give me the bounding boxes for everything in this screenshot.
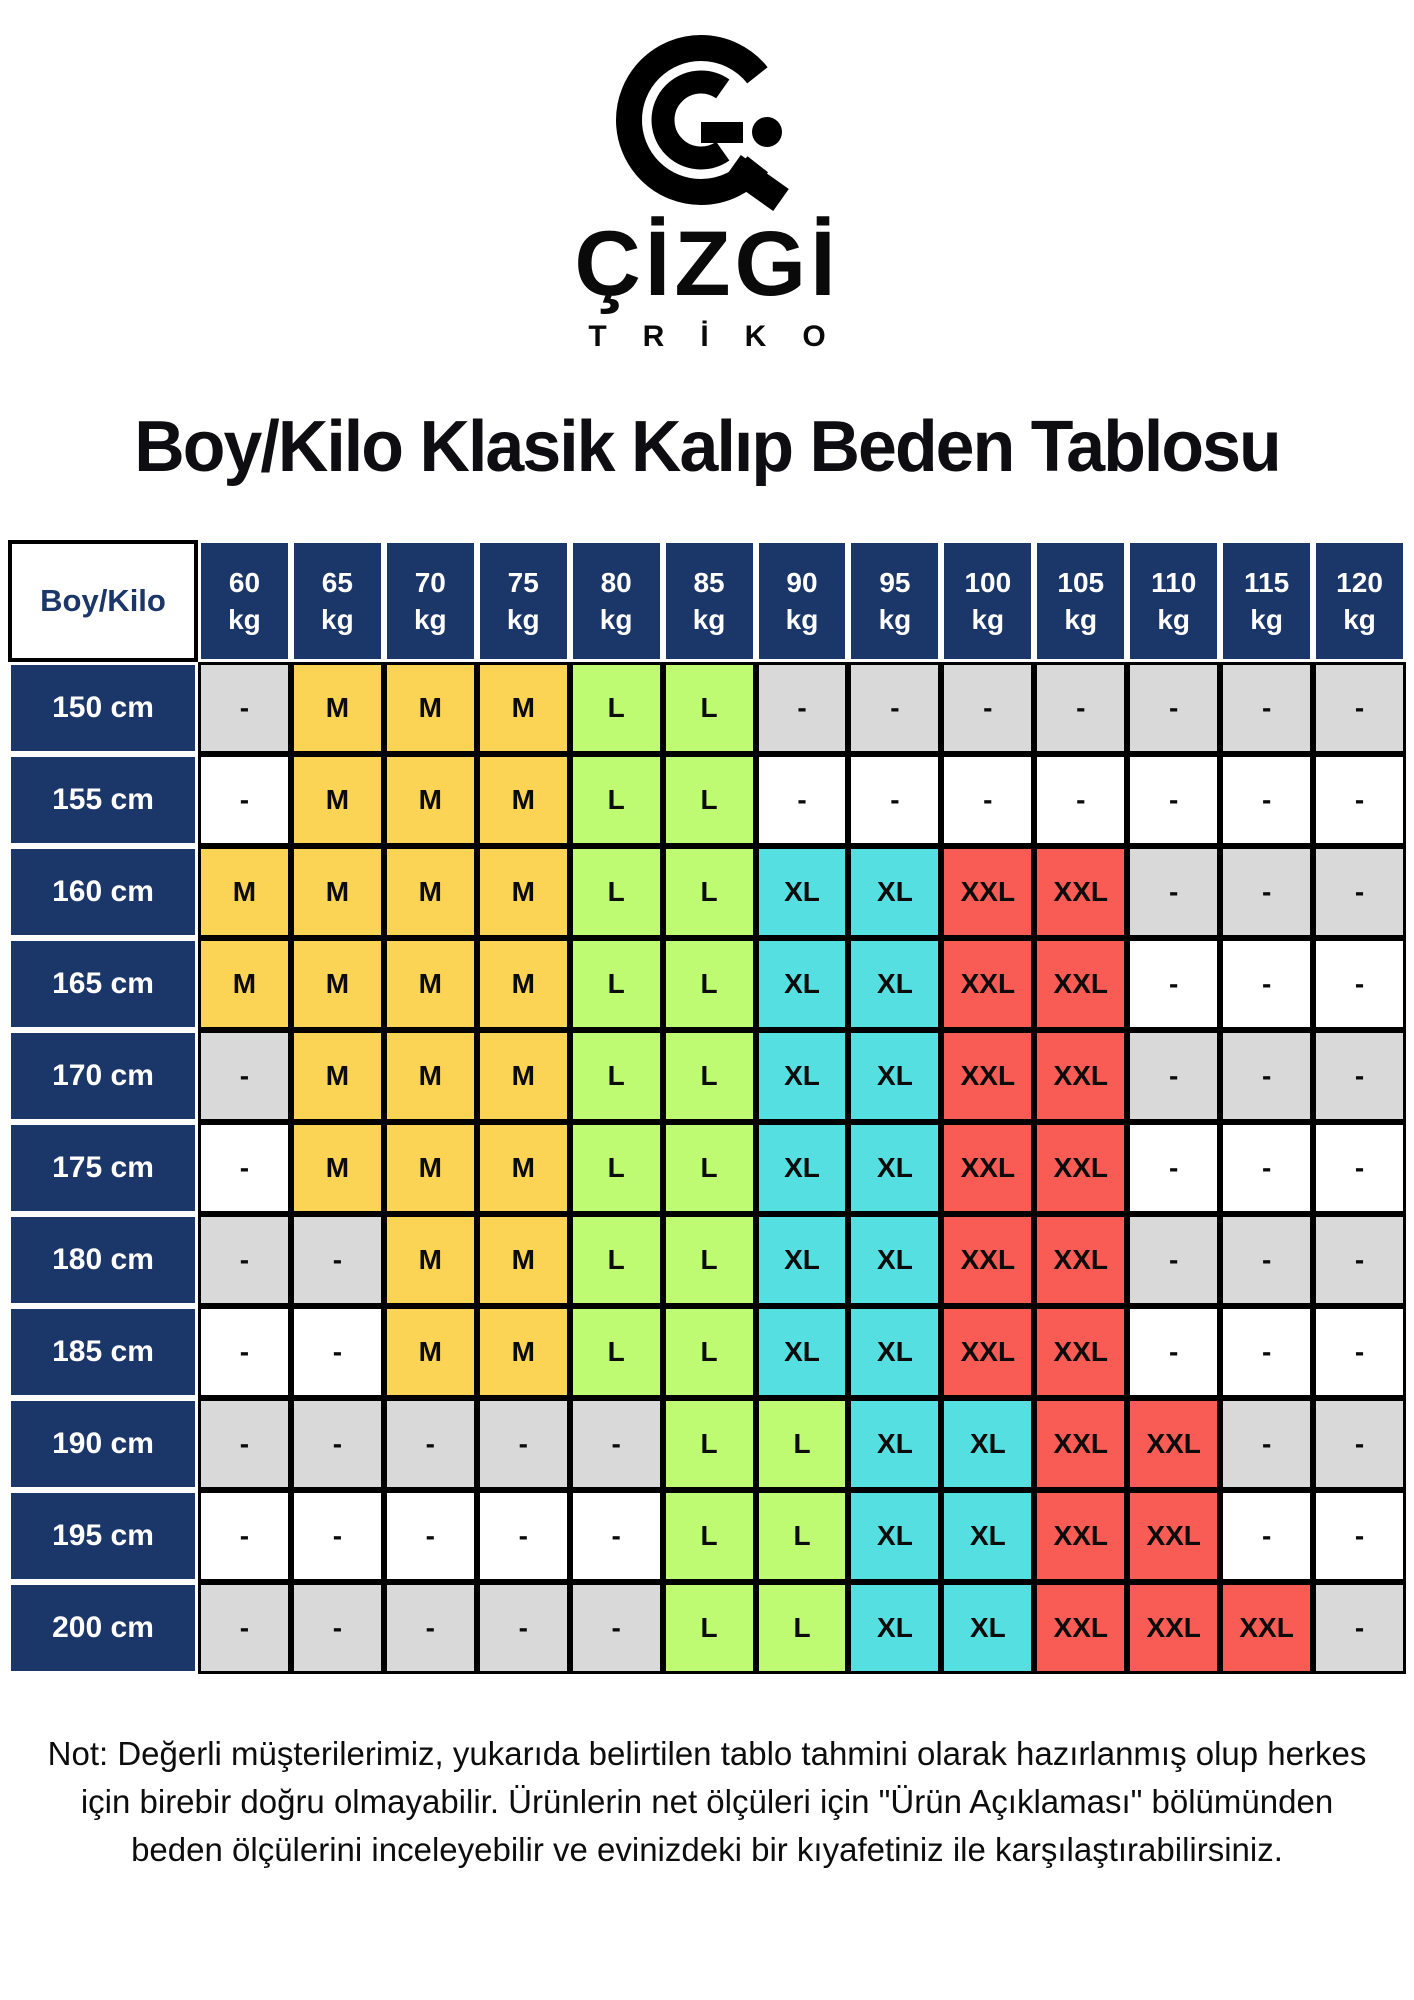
weight-value: 105 bbox=[1057, 567, 1105, 598]
size-cell-200cm-65kg: - bbox=[291, 1582, 384, 1674]
size-cell-155cm-85kg: L bbox=[663, 754, 756, 846]
size-cell-195cm-105kg: XXL bbox=[1034, 1490, 1127, 1582]
size-cell-155cm-95kg: - bbox=[848, 754, 941, 846]
height-label-190cm: 190 cm bbox=[8, 1398, 198, 1490]
size-cell-200cm-95kg: XL bbox=[848, 1582, 941, 1674]
size-cell-185cm-100kg: XXL bbox=[941, 1306, 1034, 1398]
size-cell-165cm-65kg: M bbox=[291, 938, 384, 1030]
weight-value: 80 bbox=[600, 567, 632, 598]
size-cell-160cm-115kg: - bbox=[1220, 846, 1313, 938]
size-cell-155cm-60kg: - bbox=[198, 754, 291, 846]
size-cell-175cm-80kg: L bbox=[570, 1122, 663, 1214]
size-cell-150cm-105kg: - bbox=[1034, 662, 1127, 754]
size-cell-155cm-80kg: L bbox=[570, 754, 663, 846]
size-cell-200cm-70kg: - bbox=[384, 1582, 477, 1674]
size-cell-190cm-60kg: - bbox=[198, 1398, 291, 1490]
size-cell-175cm-95kg: XL bbox=[848, 1122, 941, 1214]
size-cell-200cm-105kg: XXL bbox=[1034, 1582, 1127, 1674]
size-cell-190cm-70kg: - bbox=[384, 1398, 477, 1490]
brand-subtitle: TRİKO bbox=[588, 320, 862, 353]
weight-value: 100 bbox=[964, 567, 1012, 598]
size-cell-180cm-100kg: XXL bbox=[941, 1214, 1034, 1306]
size-cell-190cm-80kg: - bbox=[570, 1398, 663, 1490]
size-cell-180cm-70kg: M bbox=[384, 1214, 477, 1306]
size-cell-195cm-115kg: - bbox=[1220, 1490, 1313, 1582]
size-cell-185cm-90kg: XL bbox=[756, 1306, 849, 1398]
size-cell-170cm-100kg: XXL bbox=[941, 1030, 1034, 1122]
size-cell-185cm-80kg: L bbox=[570, 1306, 663, 1398]
size-cell-175cm-70kg: M bbox=[384, 1122, 477, 1214]
size-cell-195cm-70kg: - bbox=[384, 1490, 477, 1582]
size-cell-170cm-110kg: - bbox=[1127, 1030, 1220, 1122]
weight-unit: kg bbox=[971, 604, 1005, 635]
weight-header-105kg bbox=[1034, 540, 1127, 662]
size-cell-165cm-90kg: XL bbox=[756, 938, 849, 1030]
weight-header-115kg bbox=[1220, 540, 1313, 662]
weight-unit: kg bbox=[321, 604, 354, 635]
size-cell-195cm-75kg: - bbox=[477, 1490, 570, 1582]
size-cell-190cm-75kg: - bbox=[477, 1398, 570, 1490]
weight-value: 90 bbox=[786, 567, 818, 598]
height-label-170cm: 170 cm bbox=[8, 1030, 198, 1122]
size-cell-185cm-70kg: M bbox=[384, 1306, 477, 1398]
size-cell-160cm-60kg: M bbox=[198, 846, 291, 938]
height-label-175cm: 175 cm bbox=[8, 1122, 198, 1214]
size-cell-200cm-80kg: - bbox=[570, 1582, 663, 1674]
size-cell-165cm-60kg: M bbox=[198, 938, 291, 1030]
height-label-160cm: 160 cm bbox=[8, 846, 198, 938]
size-cell-180cm-105kg: XXL bbox=[1034, 1214, 1127, 1306]
size-cell-155cm-115kg: - bbox=[1220, 754, 1313, 846]
size-cell-170cm-60kg: - bbox=[198, 1030, 291, 1122]
size-cell-150cm-65kg: M bbox=[291, 662, 384, 754]
size-cell-190cm-105kg: XXL bbox=[1034, 1398, 1127, 1490]
weight-unit: kg bbox=[1250, 604, 1283, 635]
height-label-180cm: 180 cm bbox=[8, 1214, 198, 1306]
size-cell-200cm-100kg: XL bbox=[941, 1582, 1034, 1674]
weight-unit: kg bbox=[785, 604, 819, 635]
weight-header-110kg bbox=[1127, 540, 1220, 662]
size-cell-165cm-80kg: L bbox=[570, 938, 663, 1030]
size-cell-180cm-60kg: - bbox=[198, 1214, 291, 1306]
size-cell-185cm-120kg: - bbox=[1313, 1306, 1406, 1398]
size-cell-150cm-75kg: M bbox=[477, 662, 570, 754]
size-cell-165cm-100kg: XXL bbox=[941, 938, 1034, 1030]
size-cell-150cm-90kg: - bbox=[756, 662, 849, 754]
size-cell-180cm-90kg: XL bbox=[756, 1214, 849, 1306]
size-cell-165cm-75kg: M bbox=[477, 938, 570, 1030]
size-cell-195cm-100kg: XL bbox=[941, 1490, 1034, 1582]
size-cell-150cm-115kg: - bbox=[1220, 662, 1313, 754]
weight-header-80kg bbox=[570, 540, 663, 662]
weight-value: 115 bbox=[1244, 567, 1290, 598]
size-cell-160cm-65kg: M bbox=[291, 846, 384, 938]
size-cell-155cm-100kg: - bbox=[941, 754, 1034, 846]
size-cell-200cm-120kg: - bbox=[1313, 1582, 1406, 1674]
size-cell-150cm-60kg: - bbox=[198, 662, 291, 754]
size-cell-200cm-85kg: L bbox=[663, 1582, 756, 1674]
size-table bbox=[8, 540, 1406, 1674]
size-cell-170cm-80kg: L bbox=[570, 1030, 663, 1122]
weight-value: 65 bbox=[321, 567, 353, 598]
size-cell-155cm-105kg: - bbox=[1034, 754, 1127, 846]
size-cell-195cm-110kg: XXL bbox=[1127, 1490, 1220, 1582]
size-cell-195cm-80kg: - bbox=[570, 1490, 663, 1582]
size-cell-200cm-90kg: L bbox=[756, 1582, 849, 1674]
size-cell-170cm-105kg: XXL bbox=[1034, 1030, 1127, 1122]
size-cell-190cm-95kg: XL bbox=[848, 1398, 941, 1490]
size-cell-185cm-115kg: - bbox=[1220, 1306, 1313, 1398]
size-cell-170cm-120kg: - bbox=[1313, 1030, 1406, 1122]
size-cell-150cm-80kg: L bbox=[570, 662, 663, 754]
size-cell-165cm-110kg: - bbox=[1127, 938, 1220, 1030]
size-cell-150cm-85kg: L bbox=[663, 662, 756, 754]
size-cell-160cm-80kg: L bbox=[570, 846, 663, 938]
size-cell-180cm-95kg: XL bbox=[848, 1214, 941, 1306]
size-cell-175cm-105kg: XXL bbox=[1034, 1122, 1127, 1214]
size-cell-175cm-65kg: M bbox=[291, 1122, 384, 1214]
size-cell-165cm-85kg: L bbox=[663, 938, 756, 1030]
size-cell-165cm-70kg: M bbox=[384, 938, 477, 1030]
cizgi-logo-icon bbox=[607, 28, 807, 216]
size-cell-185cm-65kg: - bbox=[291, 1306, 384, 1398]
weight-value: 75 bbox=[507, 567, 539, 598]
size-cell-200cm-115kg: XXL bbox=[1220, 1582, 1313, 1674]
weight-value: 60 bbox=[228, 567, 261, 598]
size-cell-160cm-95kg: XL bbox=[848, 846, 941, 938]
size-cell-195cm-120kg: - bbox=[1313, 1490, 1406, 1582]
size-cell-160cm-85kg: L bbox=[663, 846, 756, 938]
weight-value: 70 bbox=[414, 567, 446, 598]
size-cell-170cm-70kg: M bbox=[384, 1030, 477, 1122]
size-cell-195cm-85kg: L bbox=[663, 1490, 756, 1582]
weight-header-95kg bbox=[848, 540, 941, 662]
size-cell-175cm-60kg: - bbox=[198, 1122, 291, 1214]
weight-unit: kg bbox=[1064, 604, 1098, 635]
weight-unit: kg bbox=[878, 604, 912, 635]
size-cell-175cm-120kg: - bbox=[1313, 1122, 1406, 1214]
size-cell-185cm-85kg: L bbox=[663, 1306, 756, 1398]
height-label-200cm: 200 cm bbox=[8, 1582, 198, 1674]
size-cell-180cm-115kg: - bbox=[1220, 1214, 1313, 1306]
size-cell-180cm-65kg: - bbox=[291, 1214, 384, 1306]
size-cell-180cm-120kg: - bbox=[1313, 1214, 1406, 1306]
size-cell-165cm-115kg: - bbox=[1220, 938, 1313, 1030]
size-cell-170cm-65kg: M bbox=[291, 1030, 384, 1122]
size-cell-170cm-90kg: XL bbox=[756, 1030, 849, 1122]
table-corner-cell: Boy/Kilo bbox=[8, 540, 198, 662]
height-label-155cm: 155 cm bbox=[8, 754, 198, 846]
brand-logo bbox=[0, 0, 1414, 354]
size-cell-155cm-90kg: - bbox=[756, 754, 849, 846]
height-label-150cm: 150 cm bbox=[8, 662, 198, 754]
weight-value: 110 bbox=[1151, 567, 1197, 598]
size-cell-170cm-115kg: - bbox=[1220, 1030, 1313, 1122]
size-cell-165cm-105kg: XXL bbox=[1034, 938, 1127, 1030]
size-cell-175cm-90kg: XL bbox=[756, 1122, 849, 1214]
size-cell-190cm-110kg: XXL bbox=[1127, 1398, 1220, 1490]
size-cell-160cm-100kg: XXL bbox=[941, 846, 1034, 938]
size-cell-190cm-120kg: - bbox=[1313, 1398, 1406, 1490]
brand-name: ÇİZGİ bbox=[574, 213, 840, 315]
size-cell-160cm-75kg: M bbox=[477, 846, 570, 938]
weight-header-75kg bbox=[477, 540, 570, 662]
size-cell-185cm-105kg: XXL bbox=[1034, 1306, 1127, 1398]
weight-unit: kg bbox=[1157, 604, 1191, 635]
size-cell-200cm-60kg: - bbox=[198, 1582, 291, 1674]
weight-unit: kg bbox=[413, 604, 447, 635]
weight-header-100kg bbox=[941, 540, 1034, 662]
size-cell-200cm-75kg: - bbox=[477, 1582, 570, 1674]
weight-value: 120 bbox=[1336, 567, 1383, 598]
size-cell-150cm-110kg: - bbox=[1127, 662, 1220, 754]
size-cell-170cm-75kg: M bbox=[477, 1030, 570, 1122]
size-cell-175cm-115kg: - bbox=[1220, 1122, 1313, 1214]
size-cell-155cm-65kg: M bbox=[291, 754, 384, 846]
size-cell-155cm-70kg: M bbox=[384, 754, 477, 846]
weight-unit: kg bbox=[692, 604, 726, 635]
weight-header-85kg bbox=[663, 540, 756, 662]
weight-header-60kg bbox=[198, 540, 291, 662]
size-cell-175cm-100kg: XXL bbox=[941, 1122, 1034, 1214]
size-cell-165cm-120kg: - bbox=[1313, 938, 1406, 1030]
size-cell-175cm-85kg: L bbox=[663, 1122, 756, 1214]
weight-unit: kg bbox=[228, 604, 261, 635]
size-cell-195cm-90kg: L bbox=[756, 1490, 849, 1582]
size-cell-185cm-75kg: M bbox=[477, 1306, 570, 1398]
weight-header-70kg bbox=[384, 540, 477, 662]
size-cell-160cm-70kg: M bbox=[384, 846, 477, 938]
size-cell-160cm-105kg: XXL bbox=[1034, 846, 1127, 938]
weight-value: 95 bbox=[879, 567, 911, 598]
size-cell-190cm-65kg: - bbox=[291, 1398, 384, 1490]
size-cell-155cm-75kg: M bbox=[477, 754, 570, 846]
size-cell-165cm-95kg: XL bbox=[848, 938, 941, 1030]
size-cell-190cm-90kg: L bbox=[756, 1398, 849, 1490]
size-cell-170cm-85kg: L bbox=[663, 1030, 756, 1122]
size-cell-185cm-60kg: - bbox=[198, 1306, 291, 1398]
size-cell-190cm-115kg: - bbox=[1220, 1398, 1313, 1490]
size-cell-180cm-80kg: L bbox=[570, 1214, 663, 1306]
weight-unit: kg bbox=[1343, 604, 1376, 635]
size-cell-180cm-75kg: M bbox=[477, 1214, 570, 1306]
size-cell-185cm-110kg: - bbox=[1127, 1306, 1220, 1398]
size-cell-195cm-65kg: - bbox=[291, 1490, 384, 1582]
size-cell-160cm-110kg: - bbox=[1127, 846, 1220, 938]
size-cell-150cm-70kg: M bbox=[384, 662, 477, 754]
size-cell-175cm-110kg: - bbox=[1127, 1122, 1220, 1214]
size-cell-170cm-95kg: XL bbox=[848, 1030, 941, 1122]
size-cell-200cm-110kg: XXL bbox=[1127, 1582, 1220, 1674]
size-cell-150cm-120kg: - bbox=[1313, 662, 1406, 754]
size-cell-180cm-85kg: L bbox=[663, 1214, 756, 1306]
size-cell-155cm-110kg: - bbox=[1127, 754, 1220, 846]
footer-note: Not: Değerli müşterilerimiz, yukarıda belirtilen tablo tahmini olarak hazırlanmış olup herkes için birebir doğru olmayabilir. Ürünlerin net ölçüleri için "Ürün Açıklaması" bölümünden beden ölçülerini inceleyebilir ve evinizdeki bir kıyafetiniz ile karşılaştırabilirsiniz. bbox=[47, 1735, 1367, 1868]
weight-header-65kg bbox=[291, 540, 384, 662]
size-cell-190cm-100kg: XL bbox=[941, 1398, 1034, 1490]
size-cell-160cm-120kg: - bbox=[1313, 846, 1406, 938]
size-cell-160cm-90kg: XL bbox=[756, 846, 849, 938]
height-label-195cm: 195 cm bbox=[8, 1490, 198, 1582]
size-cell-155cm-120kg: - bbox=[1313, 754, 1406, 846]
weight-value: 85 bbox=[693, 567, 725, 598]
weight-unit: kg bbox=[599, 604, 633, 635]
height-label-165cm: 165 cm bbox=[8, 938, 198, 1030]
size-cell-195cm-95kg: XL bbox=[848, 1490, 941, 1582]
size-cell-195cm-60kg: - bbox=[198, 1490, 291, 1582]
weight-header-120kg bbox=[1313, 540, 1406, 662]
size-cell-180cm-110kg: - bbox=[1127, 1214, 1220, 1306]
size-cell-185cm-95kg: XL bbox=[848, 1306, 941, 1398]
weight-unit: kg bbox=[506, 604, 540, 635]
page-title: Boy/Kilo Klasik Kalıp Beden Tablosu bbox=[134, 407, 1280, 487]
weight-header-90kg bbox=[756, 540, 849, 662]
size-cell-150cm-100kg: - bbox=[941, 662, 1034, 754]
height-label-185cm: 185 cm bbox=[8, 1306, 198, 1398]
size-cell-175cm-75kg: M bbox=[477, 1122, 570, 1214]
size-cell-150cm-95kg: - bbox=[848, 662, 941, 754]
size-cell-190cm-85kg: L bbox=[663, 1398, 756, 1490]
